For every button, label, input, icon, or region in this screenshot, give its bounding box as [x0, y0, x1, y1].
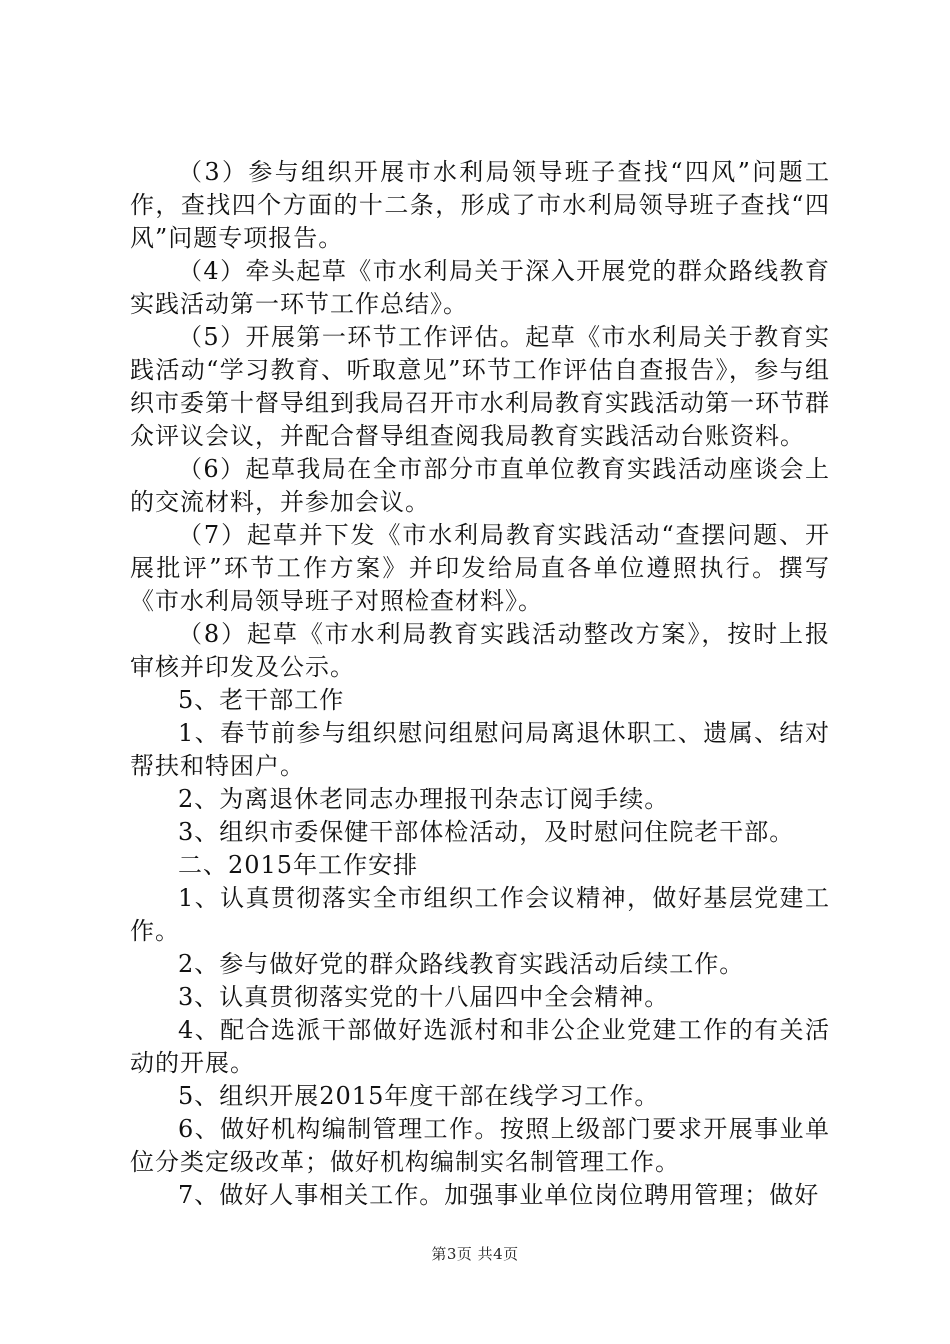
paragraph: （5）开展第一环节工作评估。起草《市水利局关于教育实践活动“学习教育、听取意见”环节工作评估自查报告》，参与组织市委第十督导组到我局召开市水利局教育实践活动第一环节群众评议会议，并配合督导组查阅我局教育实践活动台账资料。 — [130, 323, 830, 450]
document-body — [130, 156, 830, 1212]
paragraph: （4）牵头起草《市水利局关于深入开展党的群众路线教育实践活动第一环节工作总结》。 — [130, 257, 830, 318]
paragraph: （7）起草并下发《市水利局教育实践活动“查摆问题、开展批评”环节工作方案》并印发给局直各单位遵照执行。撰写《市水利局领导班子对照检查材料》。 — [130, 521, 830, 615]
paragraph: 1、认真贯彻落实全市组织工作会议精神，做好基层党建工作。 — [130, 884, 830, 945]
section-heading: 5、老干部工作 — [178, 686, 345, 714]
paragraph: （3）参与组织开展市水利局领导班子查找“四风”问题工作，查找四个方面的十二条，形成了市水利局领导班子查找“四风”问题专项报告。 — [130, 158, 830, 252]
paragraph: 1、春节前参与组织慰问组慰问局离退休职工、遗属、结对帮扶和特困户。 — [130, 719, 830, 780]
paragraph: 2、参与做好党的群众路线教育实践活动后续工作。 — [178, 950, 745, 978]
paragraph: （8）起草《市水利局教育实践活动整改方案》，按时上报审核并印发及公示。 — [130, 620, 830, 681]
paragraph: 3、组织市委保健干部体检活动，及时慰问住院老干部。 — [178, 818, 795, 846]
paragraph: 4、配合选派干部做好选派村和非公企业党建工作的有关活动的开展。 — [130, 1016, 830, 1077]
paragraph: 2、为离退休老同志办理报刊杂志订阅手续。 — [178, 785, 670, 813]
paragraph: 6、做好机构编制管理工作。按照上级部门要求开展事业单位分类定级改革；做好机构编制实名制管理工作。 — [130, 1115, 830, 1176]
page-number-footer: 第3页 共4页 — [431, 1245, 519, 1263]
paragraph: （6）起草我局在全市部分市直单位教育实践活动座谈会上的交流材料，并参加会议。 — [130, 455, 830, 516]
section-heading: 二、2015年工作安排 — [178, 851, 419, 879]
paragraph: 3、认真贯彻落实党的十八届四中全会精神。 — [178, 983, 670, 1011]
paragraph: 5、组织开展2015年度干部在线学习工作。 — [178, 1082, 660, 1110]
paragraph: 7、做好人事相关工作。加强事业单位岗位聘用管理；做好 — [178, 1181, 820, 1209]
